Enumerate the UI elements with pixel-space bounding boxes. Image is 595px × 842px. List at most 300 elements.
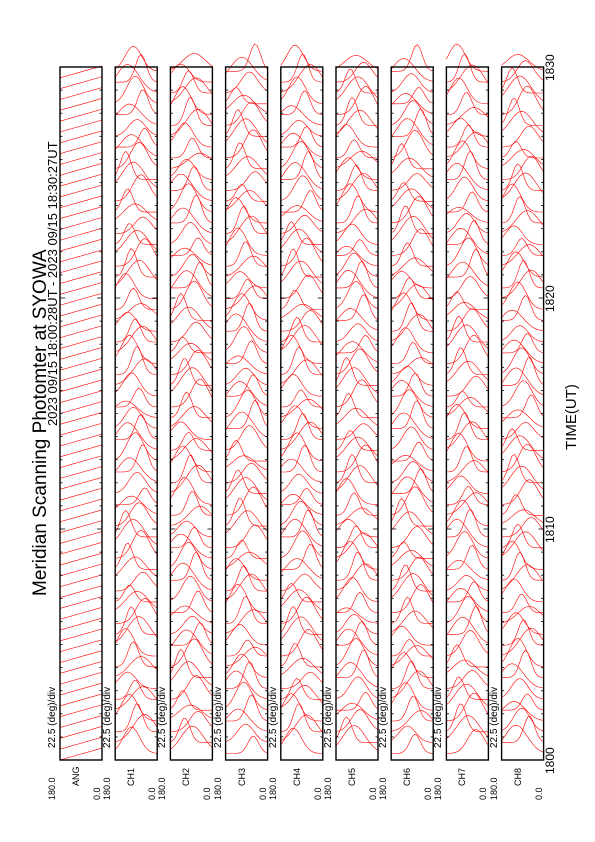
trace-scan — [115, 473, 157, 494]
trace-scan — [446, 302, 488, 318]
trace-scan — [170, 691, 212, 711]
chart-title: Meridian Scanning Photomter at SYOWA — [30, 249, 51, 596]
panel-ymin-label: 0.0 — [423, 787, 434, 800]
trace-scan — [391, 696, 433, 721]
trace-scan — [226, 190, 268, 209]
trace-scan — [170, 719, 212, 743]
trace-scan — [60, 423, 102, 435]
trace-scan — [60, 586, 102, 598]
trace-scan — [502, 252, 544, 277]
trace-scan — [60, 640, 102, 652]
trace-scan — [60, 672, 102, 684]
trace-scan — [281, 275, 323, 299]
trace-scan — [502, 142, 544, 158]
trace-scan — [281, 222, 323, 245]
trace-scan — [60, 163, 102, 175]
trace-scan — [281, 290, 323, 309]
trace-scan — [391, 442, 433, 461]
time-range: 2023 09/15 18:00:28UT - 2023 09/15 18:30:27UT — [45, 141, 60, 426]
trace-scan — [281, 106, 323, 125]
trace-scan — [115, 503, 157, 526]
trace-scan — [226, 625, 268, 646]
trace-scan — [60, 488, 102, 500]
trace-scan — [170, 606, 212, 623]
trace-scan — [391, 59, 433, 82]
trace-scan — [502, 620, 544, 645]
trace-scan — [502, 282, 544, 309]
trace-scan — [281, 559, 323, 579]
panel-ymin-label: 0.0 — [368, 787, 378, 800]
trace-scan — [502, 395, 544, 418]
trace-scan — [115, 304, 157, 320]
trace-scan — [446, 532, 488, 559]
trace-scan — [336, 196, 378, 223]
panel-scale-label: 22.5 (deg)/div — [267, 686, 279, 748]
trace-scan — [115, 543, 157, 569]
trace-scan — [170, 222, 212, 244]
trace-scan — [60, 445, 102, 457]
trace-scan — [281, 414, 323, 440]
trace-scan — [115, 151, 157, 179]
trace-scan — [281, 215, 323, 233]
trace-scan — [60, 521, 102, 533]
trace-scan — [281, 335, 323, 364]
trace-scan — [226, 375, 268, 396]
trace-scan — [446, 433, 488, 461]
trace-scan — [446, 447, 488, 473]
trace-scan — [336, 578, 378, 602]
trace-scan — [226, 172, 268, 191]
trace-scan — [170, 343, 212, 360]
trace-scan — [115, 175, 157, 201]
trace-scan — [446, 645, 488, 667]
trace-scan — [446, 65, 488, 91]
trace-scan — [336, 663, 378, 688]
trace-scan — [502, 495, 544, 516]
trace-scan — [226, 184, 268, 201]
trace-scan — [446, 348, 488, 375]
trace-scan — [115, 189, 157, 212]
trace-scan — [60, 358, 102, 370]
trace-scan — [226, 216, 268, 243]
panel-ch4 — [281, 45, 323, 760]
trace-scan — [60, 347, 102, 359]
panel-ch5 — [336, 55, 378, 760]
trace-scan — [281, 459, 323, 482]
trace-scan — [226, 671, 268, 699]
trace-scan — [336, 692, 378, 710]
trace-scan — [502, 239, 544, 256]
trace-scan — [170, 446, 212, 472]
trace-scan — [502, 725, 544, 752]
panel-ymax-label: 180.0 — [47, 777, 57, 800]
trace-scan — [502, 694, 544, 710]
trace-scan — [502, 381, 544, 407]
trace-scan — [170, 379, 212, 407]
x-tick-label: 1830 — [543, 54, 557, 81]
trace-scan — [502, 541, 544, 569]
trace-scan — [115, 407, 157, 428]
trace-scan — [60, 239, 102, 251]
trace-scan — [226, 130, 268, 158]
trace-scan — [446, 119, 488, 137]
trace-scan — [502, 664, 544, 688]
trace-scan — [60, 131, 102, 143]
trace-scan — [226, 206, 268, 234]
trace-scan — [446, 125, 488, 147]
trace-scan — [336, 209, 378, 233]
trace-scan — [226, 440, 268, 461]
trace-scan — [391, 229, 433, 256]
trace-scan — [281, 249, 323, 277]
trace-scan — [502, 358, 544, 386]
trace-scan — [226, 382, 268, 406]
trace-scan — [391, 574, 433, 598]
trace-scan — [391, 130, 433, 157]
trace-scan — [60, 651, 102, 663]
panel-ymin-label: 0.0 — [312, 787, 323, 800]
trace-scan — [502, 510, 544, 524]
trace-scan — [170, 123, 212, 147]
panel-channel-label: ANG — [71, 766, 81, 786]
trace-scan — [60, 629, 102, 641]
trace-scan — [336, 295, 378, 321]
trace-scan — [391, 565, 433, 591]
trace-scan — [502, 518, 544, 537]
trace-scan — [115, 530, 157, 558]
trace-scan — [115, 260, 157, 285]
trace-scan — [115, 104, 157, 124]
trace-scan — [502, 61, 544, 82]
trace-scan — [336, 445, 378, 472]
trace-scan — [60, 315, 102, 327]
trace-scan — [281, 91, 323, 115]
trace-scan — [226, 695, 268, 721]
trace-scan — [60, 532, 102, 544]
trace-scan — [391, 711, 433, 732]
trace-scan — [502, 579, 544, 602]
trace-scan — [391, 358, 433, 374]
trace-scan — [391, 671, 433, 698]
trace-scan — [60, 694, 102, 706]
trace-scan — [60, 434, 102, 446]
panel-frame — [446, 67, 488, 760]
panel-channel-label: CH7 — [457, 767, 468, 786]
trace-scan — [115, 288, 157, 309]
trace-scan — [226, 525, 268, 548]
trace-scan — [391, 661, 433, 688]
trace-scan — [336, 184, 378, 212]
trace-scan — [115, 496, 157, 514]
panel-ymax-label: 180.0 — [488, 777, 499, 800]
trace-scan — [391, 74, 433, 93]
trace-scan — [170, 153, 212, 168]
trace-scan — [281, 190, 323, 212]
panel-channel-label: CH5 — [347, 767, 357, 786]
trace-scan — [446, 582, 488, 602]
trace-scan — [502, 716, 544, 742]
trace-scan — [226, 566, 268, 592]
trace-scan — [170, 359, 212, 386]
trace-scan — [60, 380, 102, 392]
trace-scan — [281, 728, 323, 753]
trace-scan — [446, 249, 488, 277]
trace-scan — [60, 77, 102, 89]
trace-scan — [391, 413, 433, 439]
trace-scan — [115, 557, 157, 577]
trace-scan — [60, 88, 102, 100]
trace-scan — [446, 560, 488, 579]
trace-scan — [60, 272, 102, 284]
trace-scan — [170, 281, 212, 309]
trace-scan — [60, 98, 102, 110]
panel-group — [60, 44, 544, 760]
panel-ang — [60, 66, 102, 760]
panel-ymax-label: 180.0 — [378, 777, 389, 800]
trace-scan — [115, 704, 157, 732]
trace-scan — [60, 218, 102, 230]
trace-scan — [391, 243, 433, 266]
trace-scan — [60, 553, 102, 565]
panel-ymax-label: 180.0 — [157, 777, 168, 800]
trace-scan — [336, 508, 378, 525]
trace-scan — [391, 734, 433, 753]
trace-scan — [281, 510, 323, 537]
trace-scan — [336, 592, 378, 612]
trace-scan — [60, 196, 102, 208]
trace-scan — [170, 337, 212, 353]
panel-channel-label: CH2 — [181, 767, 192, 786]
trace-scan — [281, 474, 323, 493]
trace-scan — [170, 368, 212, 392]
trace-scan — [60, 748, 102, 760]
trace-scan — [336, 324, 378, 342]
trace-scan — [115, 445, 157, 472]
trace-scan — [115, 336, 157, 364]
trace-scan — [502, 111, 544, 132]
panel-ch7 — [446, 44, 488, 760]
trace-scan — [60, 705, 102, 717]
trace-scan — [60, 467, 102, 479]
panel-scale-label: 22.5 (deg)/div — [47, 686, 58, 748]
trace-scan — [446, 730, 488, 754]
trace-scan — [281, 374, 323, 396]
trace-scan — [226, 709, 268, 731]
trace-scan — [336, 614, 378, 634]
trace-scan — [446, 606, 488, 634]
trace-scan — [336, 454, 378, 482]
trace-scan — [391, 343, 433, 364]
trace-scan — [391, 487, 433, 515]
trace-scan — [60, 499, 102, 511]
trace-scan — [446, 670, 488, 688]
trace-scan — [446, 476, 488, 494]
trace-scan — [502, 340, 544, 363]
trace-scan — [60, 153, 102, 165]
trace-scan — [336, 110, 378, 133]
trace-scan — [502, 701, 544, 720]
trace-scan — [60, 207, 102, 219]
trace-scan — [60, 542, 102, 554]
trace-scan — [60, 607, 102, 619]
trace-scan — [115, 239, 157, 267]
trace-scan — [281, 630, 323, 656]
trace-scan — [281, 317, 323, 342]
trace-scan — [115, 230, 157, 251]
trace-scan — [446, 228, 488, 254]
panel-scale-label: 22.5 (deg)/div — [157, 686, 169, 748]
trace-scan — [446, 704, 488, 732]
trace-scan — [226, 356, 268, 374]
panel-ymax-label: 180.0 — [433, 777, 444, 800]
trace-scan — [336, 253, 378, 277]
trace-scan — [60, 120, 102, 132]
trace-scan — [336, 639, 378, 666]
trace-scan — [336, 650, 378, 677]
trace-scan — [446, 391, 488, 407]
trace-scan — [446, 221, 488, 245]
trace-scan — [115, 414, 157, 439]
trace-scan — [226, 412, 268, 438]
trace-scan — [60, 412, 102, 424]
trace-scan — [446, 108, 488, 125]
trace-scan — [336, 677, 378, 699]
trace-scan — [446, 177, 488, 201]
trace-scan — [502, 410, 544, 427]
trace-scan — [115, 680, 157, 699]
x-tick-label: 1810 — [543, 516, 557, 543]
trace-scan — [115, 572, 157, 591]
trace-scan — [170, 455, 212, 483]
trace-scan — [281, 501, 323, 525]
trace-scan — [115, 687, 157, 709]
trace-scan — [60, 575, 102, 587]
panel-ch2 — [170, 54, 212, 761]
trace-scan — [170, 432, 212, 450]
trace-scan — [502, 211, 544, 232]
trace-scan — [226, 143, 268, 169]
panel-frame — [60, 67, 102, 760]
trace-scan — [170, 711, 212, 731]
trace-scan — [115, 657, 157, 677]
trace-scan — [170, 542, 212, 569]
trace-scan — [60, 109, 102, 121]
trace-scan — [226, 724, 268, 742]
trace-scan — [60, 369, 102, 381]
trace-scan — [60, 716, 102, 728]
trace-scan — [446, 397, 488, 415]
trace-scan — [226, 57, 268, 80]
trace-scan — [60, 683, 102, 695]
trace-scan — [60, 174, 102, 186]
trace-scan — [226, 368, 268, 385]
trace-scan — [391, 726, 433, 743]
trace-scan — [281, 65, 323, 93]
trace-scan — [60, 337, 102, 349]
trace-scan — [502, 678, 544, 699]
trace-scan — [226, 242, 268, 267]
panel-channel-label: CH3 — [236, 767, 247, 786]
trace-scan — [336, 246, 378, 265]
trace-scan — [170, 623, 212, 646]
trace-scan — [170, 208, 212, 233]
trace-scan — [502, 68, 544, 93]
trace-scan — [115, 249, 157, 278]
trace-scan — [446, 54, 488, 82]
trace-scan — [226, 499, 268, 526]
trace-scan — [60, 726, 102, 738]
trace-scan — [446, 207, 488, 222]
trace-scan — [446, 276, 488, 298]
panel-ch3 — [226, 44, 268, 760]
trace-scan — [446, 376, 488, 396]
trace-scan — [502, 650, 544, 678]
trace-scan — [391, 206, 433, 234]
trace-scan — [115, 585, 157, 602]
panel-ymin-label: 0.0 — [147, 787, 158, 800]
trace-scan — [115, 224, 157, 245]
panel-channel-label: CH6 — [402, 767, 413, 786]
trace-scan — [170, 262, 212, 288]
trace-scan — [60, 456, 102, 468]
trace-scan — [336, 349, 378, 374]
trace-scan — [391, 174, 433, 191]
trace-scan — [391, 427, 433, 450]
trace-scan — [226, 552, 268, 568]
panel-ymin-label: 0.0 — [257, 787, 268, 800]
trace-scan — [446, 361, 488, 382]
trace-scan — [502, 184, 544, 212]
trace-scan — [336, 342, 378, 363]
trace-scan — [226, 72, 268, 93]
panel-ch8 — [502, 54, 544, 760]
trace-scan — [336, 542, 378, 570]
trace-scan — [446, 617, 488, 643]
trace-scan — [281, 658, 323, 675]
trace-scan — [336, 437, 378, 457]
trace-scan — [170, 506, 212, 525]
trace-scan — [60, 618, 102, 630]
trace-scan — [170, 527, 212, 548]
trace-scan — [281, 445, 323, 472]
trace-scan — [170, 675, 212, 699]
trace-scan — [391, 88, 433, 104]
trace-scan — [391, 626, 433, 645]
trace-scan — [60, 326, 102, 338]
trace-scan — [115, 217, 157, 234]
trace-scan — [60, 737, 102, 749]
trace-scan — [336, 431, 378, 451]
trace-scan — [336, 380, 378, 407]
trace-scan — [502, 270, 544, 298]
trace-scan — [170, 407, 212, 427]
trace-scan — [446, 262, 488, 286]
trace-scan — [281, 390, 323, 407]
trace-scan — [115, 607, 157, 635]
trace-scan — [391, 653, 433, 678]
trace-scan — [281, 422, 323, 449]
trace-scan — [60, 185, 102, 197]
panel-ymax-label: 180.0 — [323, 777, 333, 800]
panel-scale-label: 22.5 (deg)/div — [488, 686, 500, 748]
trace-scan — [281, 406, 323, 429]
trace-scan — [336, 703, 378, 720]
trace-scan — [60, 391, 102, 403]
trace-scan — [60, 228, 102, 240]
trace-scan — [115, 388, 157, 407]
trace-scan — [336, 564, 378, 590]
trace-scan — [115, 128, 157, 147]
